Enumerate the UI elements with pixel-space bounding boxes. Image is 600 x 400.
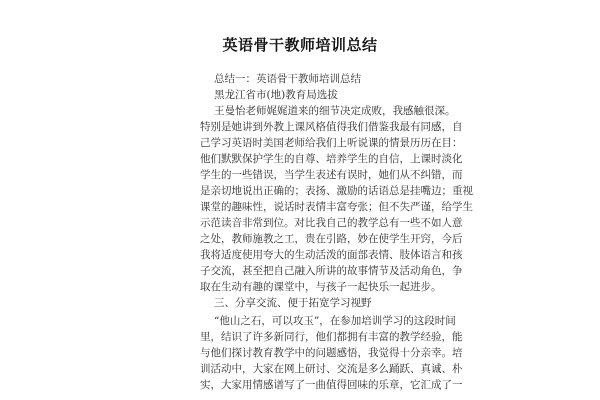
header-line-1: 总结一：英语骨干教师培训总结 xyxy=(214,73,361,85)
paragraph1-line-12: 取在生动有趣的课堂中，与孩子一起快乐一起进步。 xyxy=(200,281,442,293)
header-line-2: 黑龙江省市(地)教育局选拔 xyxy=(214,89,338,101)
paragraph2-line-4: 训活动中，大家在网上研讨、交流是多么踊跃、真诚、朴 xyxy=(200,363,463,375)
paragraph2-line-1: “他山之石，可以攻玉”，在参加培训学习的这段时间 xyxy=(214,315,456,327)
paragraph1-line-8: 示范读音非常到位。对比我自己的教学总有一些不如人意 xyxy=(200,217,463,229)
paragraph1-line-10: 我将适度使用夸大的生动活泼的面部表情、肢体语言和孩 xyxy=(200,249,463,261)
paragraph2-line-5: 实，大家用情感谱写了一曲值得回味的乐章，它汇成了一 xyxy=(200,379,463,391)
paragraph1-line-3: 己学习英语时美国老师给我们上听说课的情景历历在目： xyxy=(200,137,463,149)
paragraph2-line-2: 里，结识了许多新同行，他们都拥有丰富的教学经验，能 xyxy=(200,331,463,343)
section-heading: 三、分享交流、便于拓宽学习视野 xyxy=(214,297,372,309)
paragraph1-line-5: 学生的一些错误，当学生表述有误时，她们从不纠错，而 xyxy=(200,169,463,181)
paragraph1-line-11: 子交流，甚至把自己融入所讲的故事情节及活动角色，争 xyxy=(200,265,463,277)
paragraph1-line-7: 课堂的趣味性，说话时表情丰富夸张；但不失严谨，给学生 xyxy=(200,201,473,213)
paragraph1-line-6: 是亲切地说出正确的；表扬、激励的话语总是挂嘴边；重视 xyxy=(200,185,473,197)
paragraph1-line-9: 之处，教师施教之工，贵在引路，妙在使学生开窍，今后 xyxy=(200,233,463,245)
document-title: 英语骨干教师培训总结 xyxy=(222,36,378,54)
paragraph1-line-1: 王曼怡老师娓娓道来的细节决定成败，我感触很深。 xyxy=(214,105,456,117)
paragraph2-line-3: 与他们探讨教育教学中的问题感悟，我觉得十分亲幸。培 xyxy=(200,347,463,359)
paragraph1-line-2: 特别是她讲到外教上课风格值得我们借鉴我最有同感，自 xyxy=(200,121,463,133)
paragraph1-line-4: 他们默默保护学生的自尊、培养学生的自信，上课时淡化 xyxy=(200,153,463,165)
